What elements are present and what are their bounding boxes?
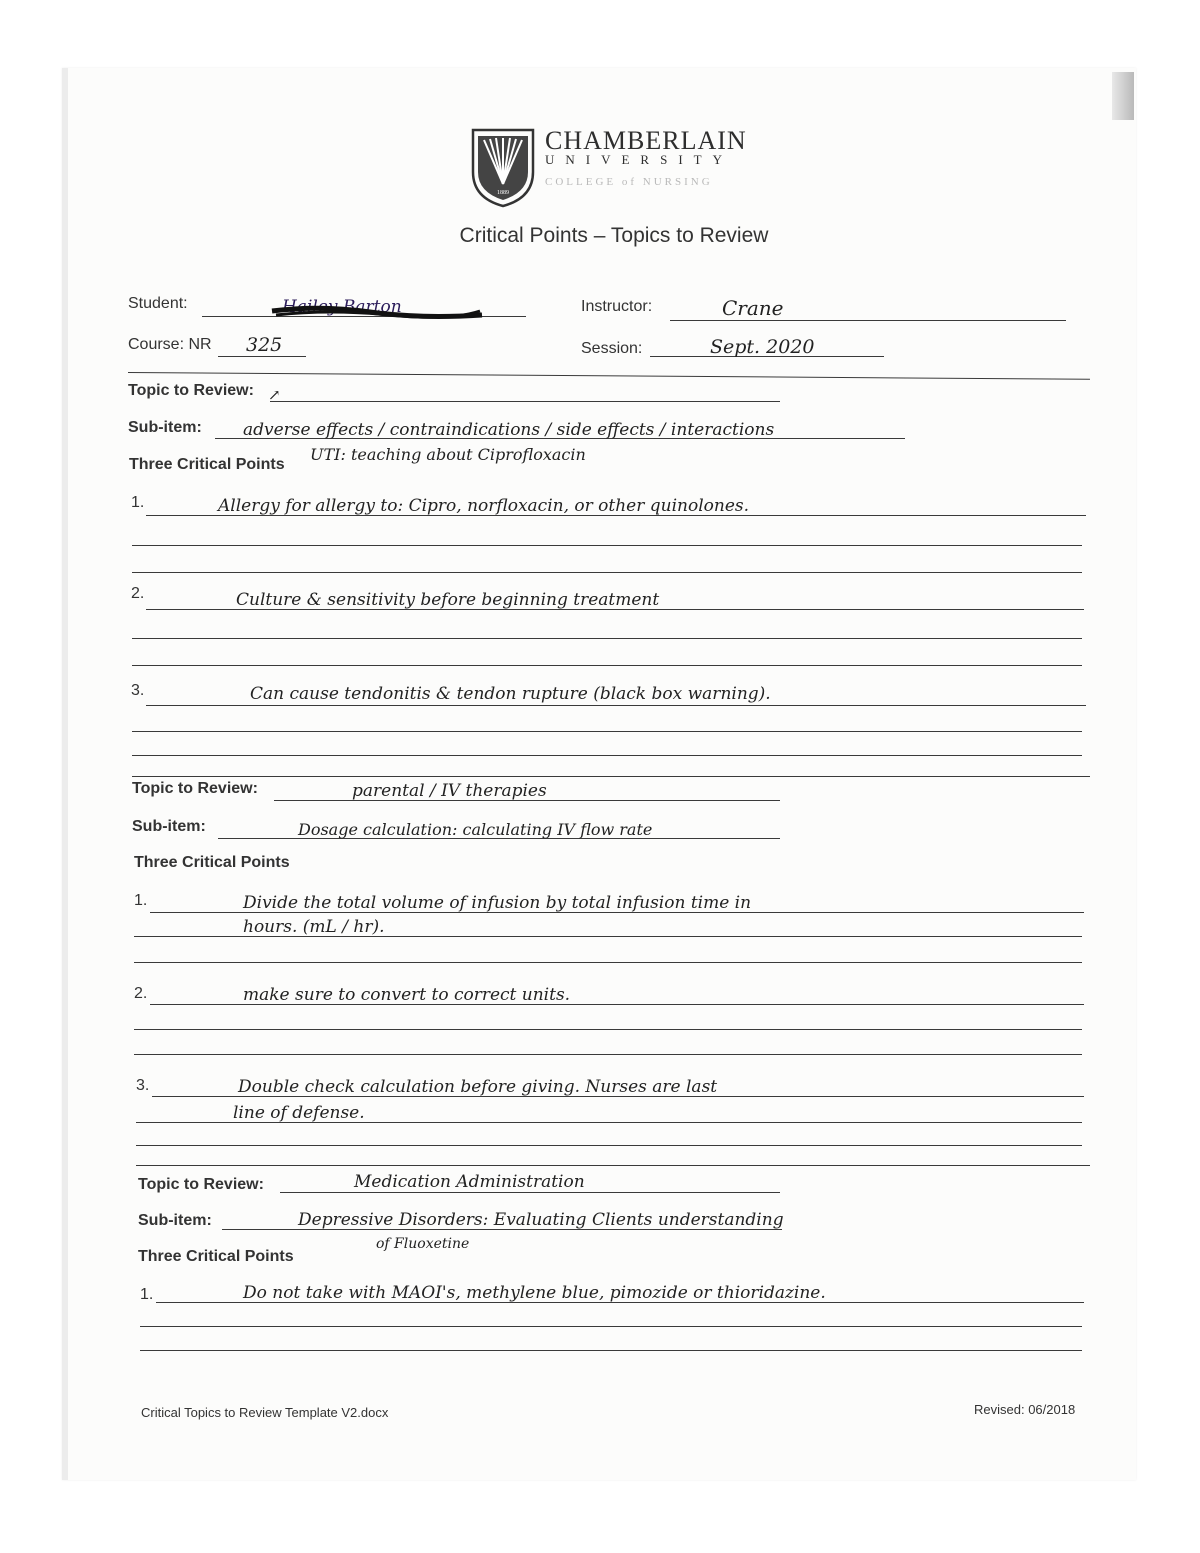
blank-line <box>132 731 1082 732</box>
blank-line <box>134 962 1082 963</box>
topic-arrow: ↗ <box>268 386 281 404</box>
topic-3-value: Medication Administration <box>354 1172 585 1192</box>
point-line-1c <box>146 705 1086 706</box>
blank-line <box>136 1145 1082 1146</box>
svg-text:1889: 1889 <box>497 190 509 196</box>
session-value: Sept. 2020 <box>710 336 815 358</box>
scan-shadow <box>1112 72 1134 120</box>
point-2-1-continued: hours. (mL / hr). <box>243 917 385 937</box>
blank-line <box>132 545 1082 546</box>
subitem-1-continued: UTI: teaching about Ciprofloxacin <box>310 445 586 464</box>
three-points-label-1: Three Critical Points <box>129 456 285 473</box>
point-2-3-continued: line of defense. <box>233 1103 365 1123</box>
subitem-3-continued: of Fluoxetine <box>376 1236 470 1252</box>
course-line <box>218 356 306 357</box>
paper-sheet <box>62 68 1136 1480</box>
subitem-1-value: adverse effects / contraindications / side effects / interactions <box>243 420 775 440</box>
student-label: Student: <box>128 295 188 312</box>
chamberlain-logo <box>470 126 770 208</box>
instructor-name: Crane <box>722 296 784 320</box>
subitem-label-3: Sub-item: <box>138 1212 212 1229</box>
point-1-3: Can cause tendonitis & tendon rupture (black box warning). <box>250 684 771 704</box>
blank-line <box>134 1029 1082 1030</box>
three-points-label-2: Three Critical Points <box>134 854 290 871</box>
divider-2 <box>132 776 1090 777</box>
blank-line <box>132 755 1082 756</box>
redaction-scribble <box>270 303 484 319</box>
point-number-1c: 3. <box>131 682 145 699</box>
point-1-2: Culture & sensitivity before beginning treatment <box>236 590 660 610</box>
topic-2-value: parental / IV therapies <box>352 781 547 801</box>
instructor-label: Instructor: <box>581 298 653 315</box>
subitem-2-value: Dosage calculation: calculating IV flow rate <box>298 820 653 839</box>
topic-label-1: Topic to Review: <box>128 382 254 399</box>
page-title: Critical Points – Topics to Review <box>459 224 769 247</box>
session-label: Session: <box>581 340 643 357</box>
logo-name: CHAMBERLAIN <box>545 126 747 155</box>
topic-label-3: Topic to Review: <box>138 1176 264 1193</box>
point-number-2a: 1. <box>134 892 148 909</box>
subitem-3-value: Depressive Disorders: Evaluating Clients understanding <box>298 1210 784 1230</box>
blank-line <box>132 638 1082 639</box>
student-name: Hailey Barton <box>282 297 402 317</box>
topic-label-2: Topic to Review: <box>132 780 258 797</box>
course-number: 325 <box>246 334 283 356</box>
subitem-label-1: Sub-item: <box>128 419 202 436</box>
footer-revised-date: Revised: 06/2018 <box>974 1402 1076 1417</box>
point-2-2: make sure to convert to correct units. <box>243 985 571 1005</box>
point-number-1a: 1. <box>131 494 145 511</box>
point-number-2b: 2. <box>134 985 148 1002</box>
blank-line <box>134 1054 1082 1055</box>
point-number-1b: 2. <box>131 585 145 602</box>
sheet-edge <box>62 68 68 1480</box>
subitem-label-2: Sub-item: <box>132 818 206 835</box>
blank-line <box>132 665 1082 666</box>
blank-line <box>132 572 1082 573</box>
three-points-label-3: Three Critical Points <box>138 1248 294 1265</box>
point-2-3: Double check calculation before giving. Nurses are last <box>238 1077 718 1097</box>
point-3-1: Do not take with MAOI's, methylene blue, pimozide or thioridazine. <box>243 1283 826 1303</box>
shield-logo-icon <box>470 126 536 208</box>
topic-line-1 <box>270 401 780 402</box>
blank-line <box>140 1326 1082 1327</box>
footer-template-name: Critical Topics to Review Template V2.docx <box>141 1405 389 1420</box>
blank-line <box>140 1350 1082 1351</box>
topic-line-3 <box>280 1192 780 1193</box>
point-2-1: Divide the total volume of infusion by total infusion time in <box>243 893 752 913</box>
divider-3 <box>136 1165 1090 1166</box>
logo-college: COLLEGE of NURSING <box>545 176 713 188</box>
logo-sub: UNIVERSITY <box>545 152 733 167</box>
point-number-3a: 1. <box>140 1286 154 1303</box>
point-1-1: Allergy for allergy to: Cipro, norfloxacin, or other quinolones. <box>218 496 750 516</box>
course-label: Course: NR <box>128 336 212 353</box>
point-number-2c: 3. <box>136 1077 150 1094</box>
instructor-line <box>670 320 1066 321</box>
